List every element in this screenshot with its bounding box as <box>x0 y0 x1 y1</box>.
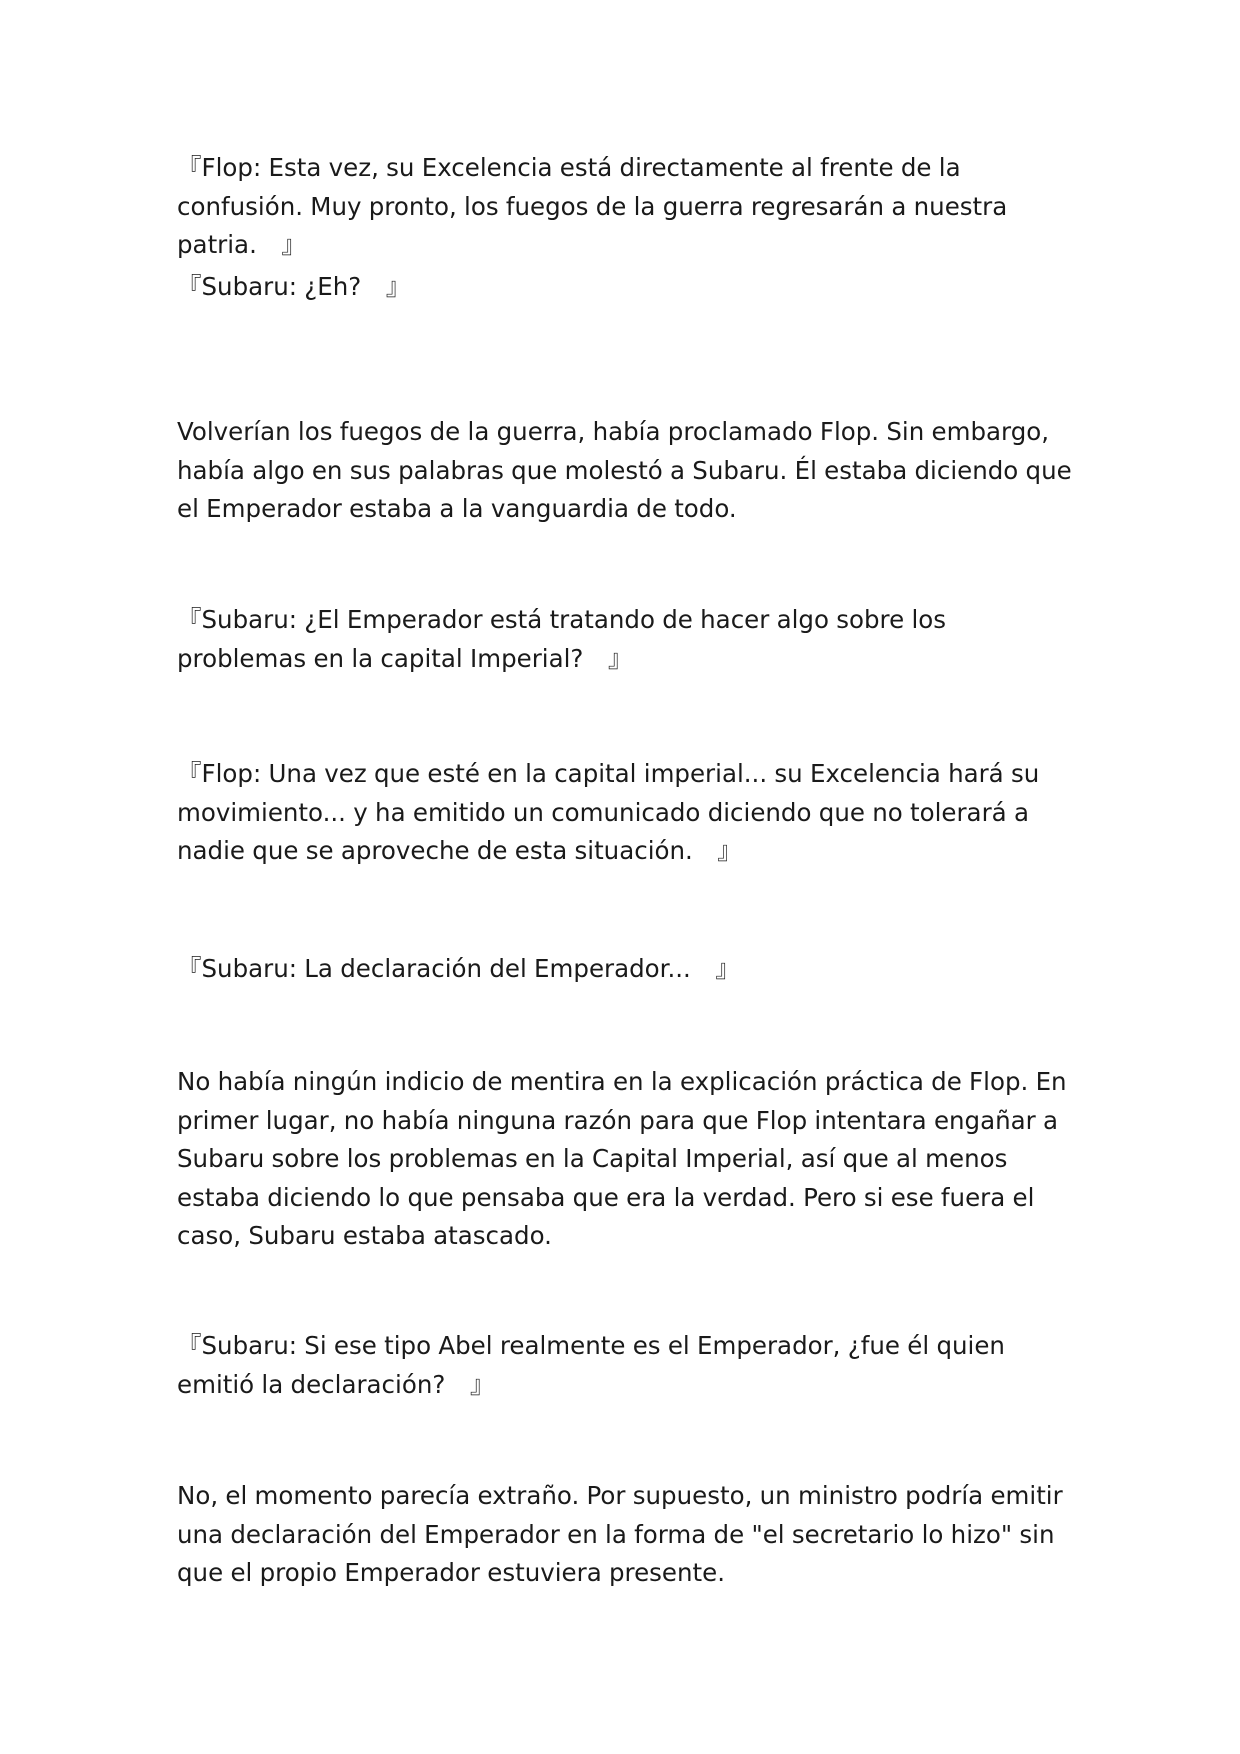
narration-paragraph: Volverían los fuegos de la guerra, había proclamado Flop. Sin embargo, había algo en sus palabras que molestó a Subaru. Él estaba diciendo que el Emperador estaba a la vanguardia de todo. <box>177 417 1072 523</box>
narration-paragraph: No había ningún indicio de mentira en la explicación práctica de Flop. En primer lugar, no había ninguna razón para que Flop intentara engañar a Subaru sobre los problemas en la Capital Imperial, así que al menos estaba diciendo lo que pensaba que era la verdad. Pero si ese fuera el caso, Subaru estaba atascado. <box>177 1067 1067 1250</box>
dialogue-paragraph: 『Subaru: Si ese tipo Abel realmente es el Emperador, ¿fue él quien emitió la declaración? 』 <box>177 1331 1005 1399</box>
narration-paragraph: No, el momento parecía extraño. Por supuesto, un ministro podría emitir una declaración del Emperador en la forma de "el secretario lo hizo" sin que el propio Emperador estuviera presente. <box>177 1481 1063 1587</box>
dialogue-paragraph: 『Subaru: La declaración del Emperador... 』 <box>177 954 740 983</box>
dialogue-paragraph: 『Flop: Una vez que esté en la capital imperial... su Excelencia hará su movimiento... y ha emitido un comunicado diciendo que no tolerará a nadie que se aproveche de esta situación. 』 <box>177 759 1040 865</box>
dialogue-paragraph: 『Subaru: ¿Eh? 』 <box>177 272 411 301</box>
dialogue-paragraph: 『Flop: Esta vez, su Excelencia está directamente al frente de la confusión. Muy pronto, los fuegos de la guerra regresarán a nuestra patria. 』 <box>177 153 1008 259</box>
dialogue-paragraph: 『Subaru: ¿El Emperador está tratando de hacer algo sobre los problemas en la capital Imperial? 』 <box>177 605 947 673</box>
